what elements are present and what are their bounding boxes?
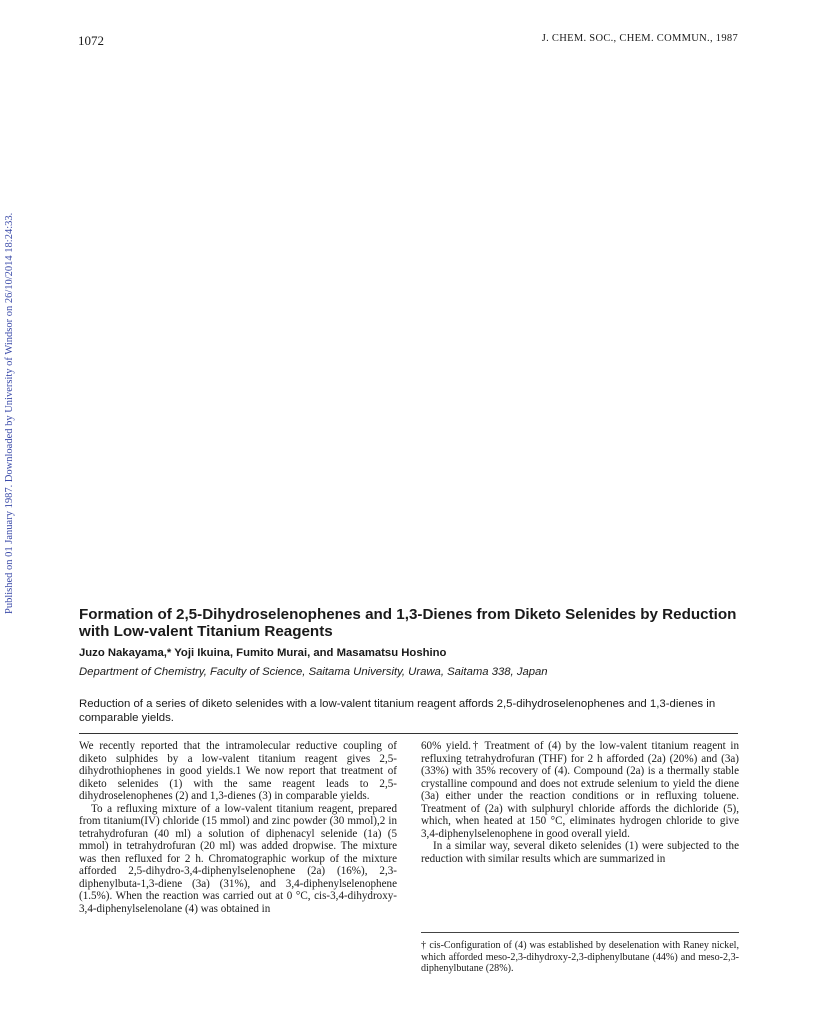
- page-number: 1072: [78, 33, 104, 48]
- body-paragraph: In a similar way, several diketo selenides (1) were subjected to the reduction with similar results which are summarized in: [421, 840, 739, 865]
- article-authors: Juzo Nakayama,* Yoji Ikuina, Fumito Murai, and Masamatsu Hoshino: [79, 647, 447, 659]
- body-paragraph: 60% yield.† Treatment of (4) by the low-valent titanium reagent in refluxing tetrahydrofuran (THF) for 2 h afforded (2a) (20%) and (3a) (33%) with 35% recovery of (4). Compound (2a) is a thermally stable crystalline compound and does not extrude selenium to yield the diene (3a) either under the reaction conditions or in refluxing toluene. Treatment of (2a) with sulphuryl chloride affords the dichloride (5), which, when heated at 150 °C, eliminates hydrogen chloride to give 3,4-diphenylselenophene in good overall yield.: [421, 740, 739, 840]
- footnote-divider: [421, 932, 739, 933]
- download-notice[interactable]: Published on 01 January 1987. Downloaded by University of Windsor on 26/10/2014 18:24:33.: [4, 212, 15, 614]
- body-paragraph: To a refluxing mixture of a low-valent titanium reagent, prepared from titanium(IV) chloride (15 mmol) and zinc powder (30 mmol),2 in tetrahydrofuran (40 ml) a solution of diphenacyl selenide (1a) (5 mmol) in tetrahydrofuran (20 ml) was added dropwise. The mixture was then refluxed for 2 h. Chromatographic workup of the mixture afforded 2,5-dihydro-3,4-diphenylselenophene (2a) (16%), 2,3-diphenylbuta-1,3-diene (3a) (31%), and 3,4-diphenylselenophene (1.5%). When the reaction was carried out at 0 °C, cis-3,4-dihydroxy-3,4-diphenylselenolane (4) was obtained in: [79, 802, 397, 915]
- abstract-divider: [79, 733, 738, 734]
- body-column-left: [79, 740, 397, 915]
- body-column-right: [421, 740, 739, 865]
- article-affiliation: Department of Chemistry, Faculty of Science, Saitama University, Urawa, Saitama 338, Japan: [79, 666, 548, 678]
- footnote: † cis-Configuration of (4) was established by deselenation with Raney nickel, which afforded meso-2,3-dihydroxy-2,3-diphenylbutane (44%) and meso-2,3-diphenylbutane (28%).: [421, 940, 739, 975]
- article-abstract: Reduction of a series of diketo selenides with a low-valent titanium reagent affords 2,5-dihydroselenophenes and 1,3-dienes in comparable yields.: [79, 698, 716, 724]
- journal-header: J. CHEM. SOC., CHEM. COMMUN., 1987: [541, 33, 738, 44]
- body-paragraph: We recently reported that the intramolecular reductive coupling of diketo sulphides by a low-valent titanium reagent gives 2,5-dihydrothiophenes in good yields.1 We now report that treatment of diketo selenides (1) with the same reagent leads to 2,5-dihydroselenophenes (2) and 1,3-dienes (3) in comparable yields.: [79, 740, 397, 802]
- article-title: Formation of 2,5-Dihydroselenophenes and 1,3-Dienes from Diketo Selenides by Reduction with Low-valent Titanium Reagents: [79, 606, 737, 640]
